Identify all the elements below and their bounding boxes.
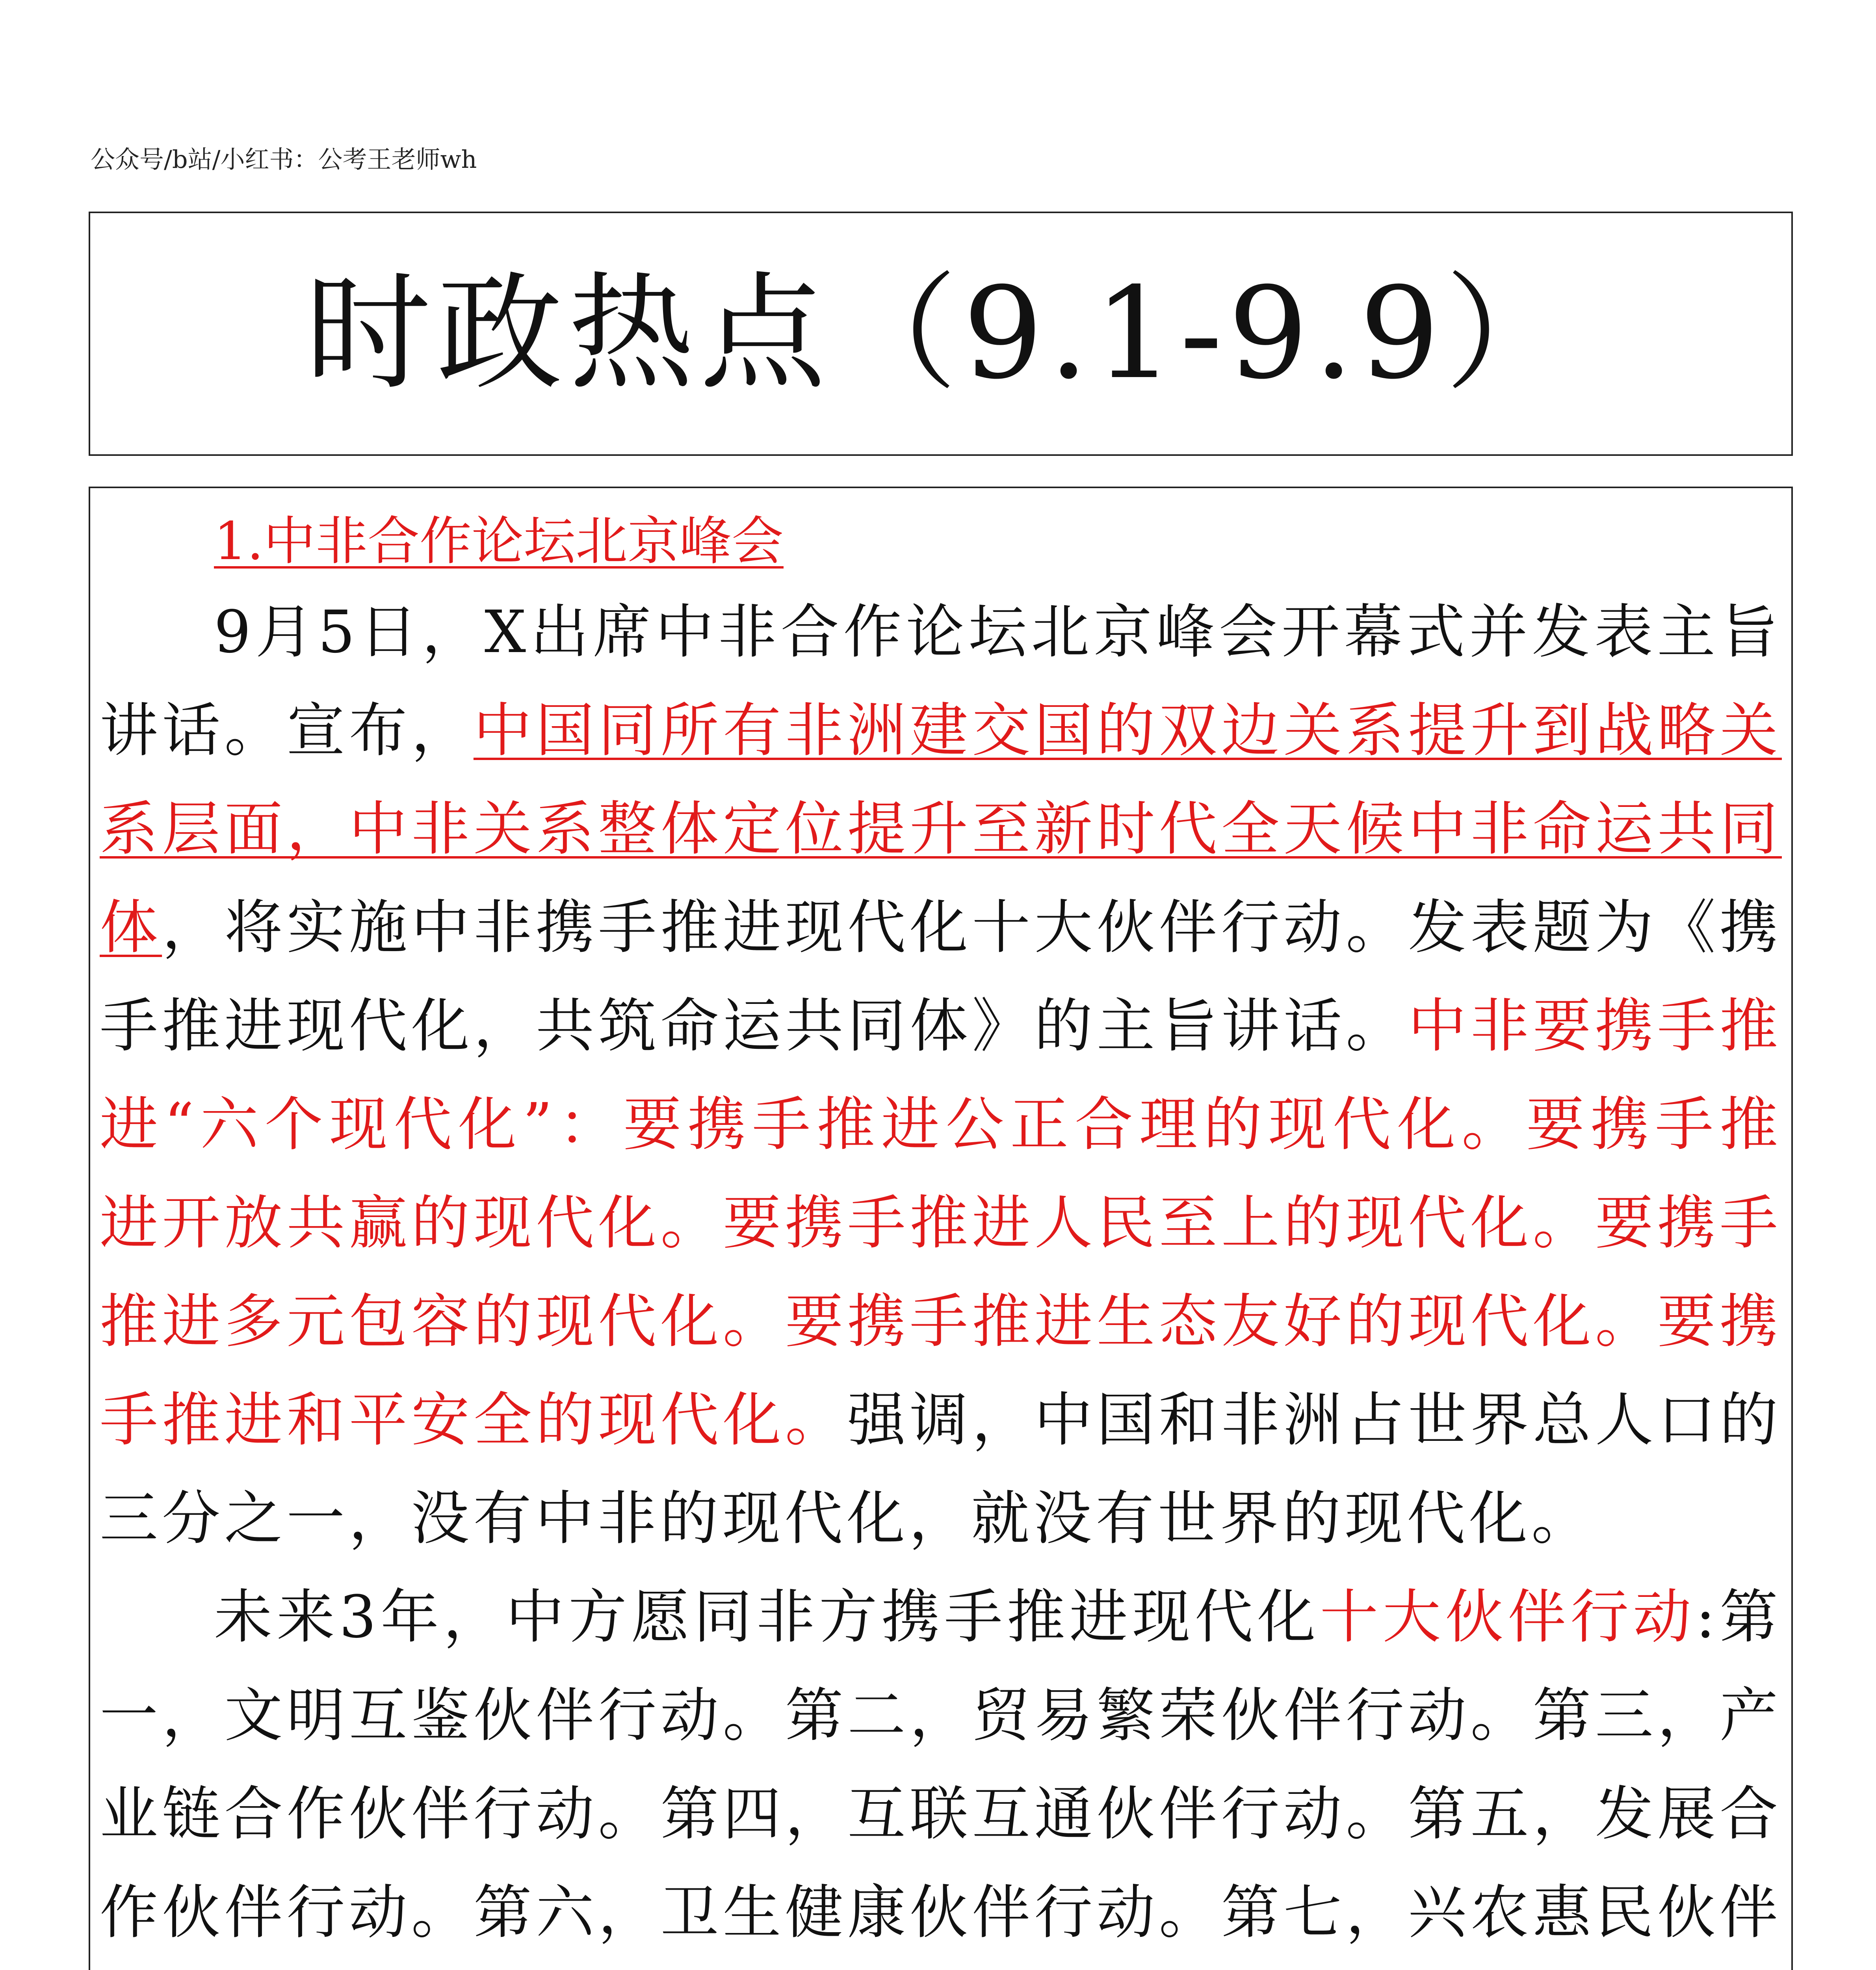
section-1-paragraph-1 — [100, 583, 1782, 1568]
s1p2-run-2: :第一，文明互鉴伙伴行动。第二，贸易繁荣伙伴行动。第三，产业链合作伙伴行动。第四，互联互通伙伴行动。第五，发展合作伙伴行动。第六，卫生健康伙伴行动。第七，兴农惠民伙伴 — [100, 1583, 1782, 1946]
header-note: 公众号/b站/小红书：公考王老师wh — [91, 145, 477, 174]
section-1-heading-text: 1.中非合作论坛北京峰会 — [214, 511, 784, 572]
title-box — [89, 212, 1793, 456]
s1p1-run-3: 中非要携手推进“六个现代化”：要携手推进公正合理的现代化。要携手推进开放共赢的现代化。要携手推进人民至上的现代化。要携手推进多元包容的现代化。要携手推进生态友好的现代化。要携手推进和平安全的现代化。 — [100, 992, 1782, 1454]
s1p1-run-0: 9月5日，X出席中非合作论坛北京峰会开幕式并发表主旨讲话。宣布， — [100, 598, 1782, 764]
s1p1-run-2: ，将实施中非携手推进现代化十大伙伴行动。发表题为《携手推进现代化，共筑命运共同体》的主旨讲话。 — [100, 894, 1782, 1060]
page-title: 时政热点（9.1-9.9） — [305, 260, 1577, 407]
s1p2-run-1: 十大伙伴行动 — [1320, 1583, 1696, 1651]
section-1-heading — [100, 500, 1782, 583]
section-1-box — [89, 487, 1793, 1970]
s1p1-run-1: 中国同所有非洲建交国的双边关系提升到战略关系层面，中非关系整体定位提升至新时代全天候中非命运共同体 — [100, 697, 1782, 961]
s1p2-run-0: 未来3年，中方愿同非方携手推进现代化 — [214, 1583, 1320, 1651]
s1p1-run-4: 强调，中国和非洲占世界总人口的三分之一，没有中非的现代化，就没有世界的现代化。 — [100, 1386, 1782, 1552]
section-1-paragraph-2 — [100, 1568, 1782, 1970]
